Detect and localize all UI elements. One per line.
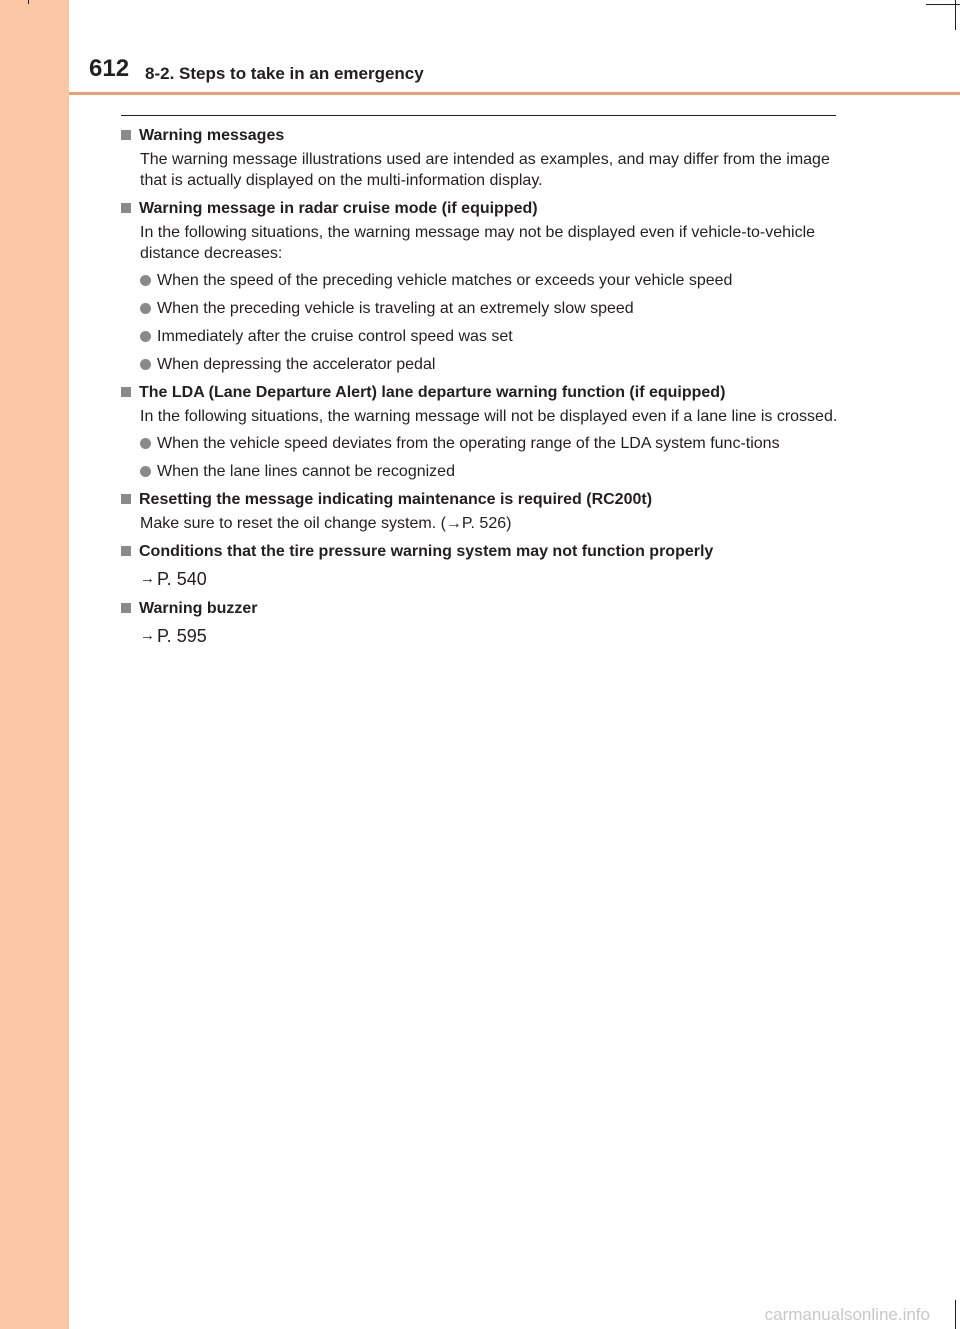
square-bullet-icon xyxy=(121,387,131,397)
square-bullet-icon xyxy=(121,546,131,556)
page-reference-link[interactable] xyxy=(140,624,839,648)
section-heading-text: Warning messages xyxy=(139,127,285,144)
section-body: The warning message illustrations used are intended as examples, and may differ from the image that is actually displayed on the multi-information display. xyxy=(140,151,830,189)
right-arrow-icon: → xyxy=(140,627,155,644)
section-heading-text: Conditions that the tire pressure warning system may not function properly xyxy=(139,543,714,560)
list-item xyxy=(140,461,839,482)
circle-bullet-icon xyxy=(140,438,151,449)
section-lda-warning xyxy=(121,382,839,482)
section-tire-pressure-conditions xyxy=(121,541,839,591)
circle-bullet-icon xyxy=(140,275,151,286)
section-body: In the following situations, the warning message will not be displayed even if a lane line is crossed. xyxy=(140,408,838,425)
section-heading-text: Warning buzzer xyxy=(139,600,258,617)
page-content xyxy=(121,125,839,655)
list-item-text: When the speed of the preceding vehicle matches or exceeds your vehicle speed xyxy=(157,272,733,289)
side-color-band xyxy=(0,0,69,1329)
content-rule xyxy=(121,115,836,116)
bullet-list xyxy=(140,270,839,375)
circle-bullet-icon xyxy=(140,466,151,477)
section-maintenance-reset xyxy=(121,489,839,534)
page-reference-link[interactable] xyxy=(140,567,839,591)
crop-mark-top-right-v xyxy=(955,0,956,30)
section-warning-messages xyxy=(121,125,839,191)
list-item-text: When depressing the accelerator pedal xyxy=(157,356,436,373)
section-heading xyxy=(121,541,839,563)
square-bullet-icon xyxy=(121,203,131,213)
page-number: 612 xyxy=(89,55,130,82)
section-radar-cruise-warning xyxy=(121,198,839,375)
page-reference-text: P. 595 xyxy=(157,626,207,646)
section-heading xyxy=(121,198,839,220)
right-arrow-icon: → xyxy=(140,570,155,587)
list-item xyxy=(140,298,839,319)
crop-mark-top-left xyxy=(28,0,29,4)
section-heading xyxy=(121,489,839,511)
circle-bullet-icon xyxy=(140,303,151,314)
list-item xyxy=(140,433,839,454)
list-item-text: When the vehicle speed deviates from the operating range of the LDA system func-tions xyxy=(157,435,780,452)
list-item xyxy=(140,354,839,375)
list-item-text: Immediately after the cruise control speed was set xyxy=(157,328,513,345)
list-item xyxy=(140,270,839,291)
section-heading xyxy=(121,598,839,620)
list-item xyxy=(140,326,839,347)
section-heading xyxy=(121,125,839,147)
list-item-text: When the preceding vehicle is traveling at an extremely slow speed xyxy=(157,300,634,317)
section-heading-text: Resetting the message indicating maintenance is required (RC200t) xyxy=(139,491,653,508)
bullet-list xyxy=(140,433,839,482)
page-reference-text: P. 540 xyxy=(157,569,207,589)
section-warning-buzzer xyxy=(121,598,839,648)
circle-bullet-icon xyxy=(140,331,151,342)
square-bullet-icon xyxy=(121,603,131,613)
section-heading xyxy=(121,382,839,404)
circle-bullet-icon xyxy=(140,359,151,370)
watermark: carmanualsonline.info xyxy=(764,1305,930,1324)
section-heading-text: Warning message in radar cruise mode (if equipped) xyxy=(139,200,538,217)
section-body: In the following situations, the warning message may not be displayed even if vehicle-to-vehicle distance decreases: xyxy=(140,224,816,262)
section-heading-text: The LDA (Lane Departure Alert) lane departure warning function (if equipped) xyxy=(139,384,726,401)
section-body: Make sure to reset the oil change system. (→P. 526) xyxy=(140,515,512,532)
square-bullet-icon xyxy=(121,494,131,504)
square-bullet-icon xyxy=(121,130,131,140)
section-title: 8-2. Steps to take in an emergency xyxy=(145,64,424,83)
header-rule xyxy=(69,92,960,95)
crop-mark-bottom-right xyxy=(955,1300,956,1329)
list-item-text: When the lane lines cannot be recognized xyxy=(157,463,455,480)
